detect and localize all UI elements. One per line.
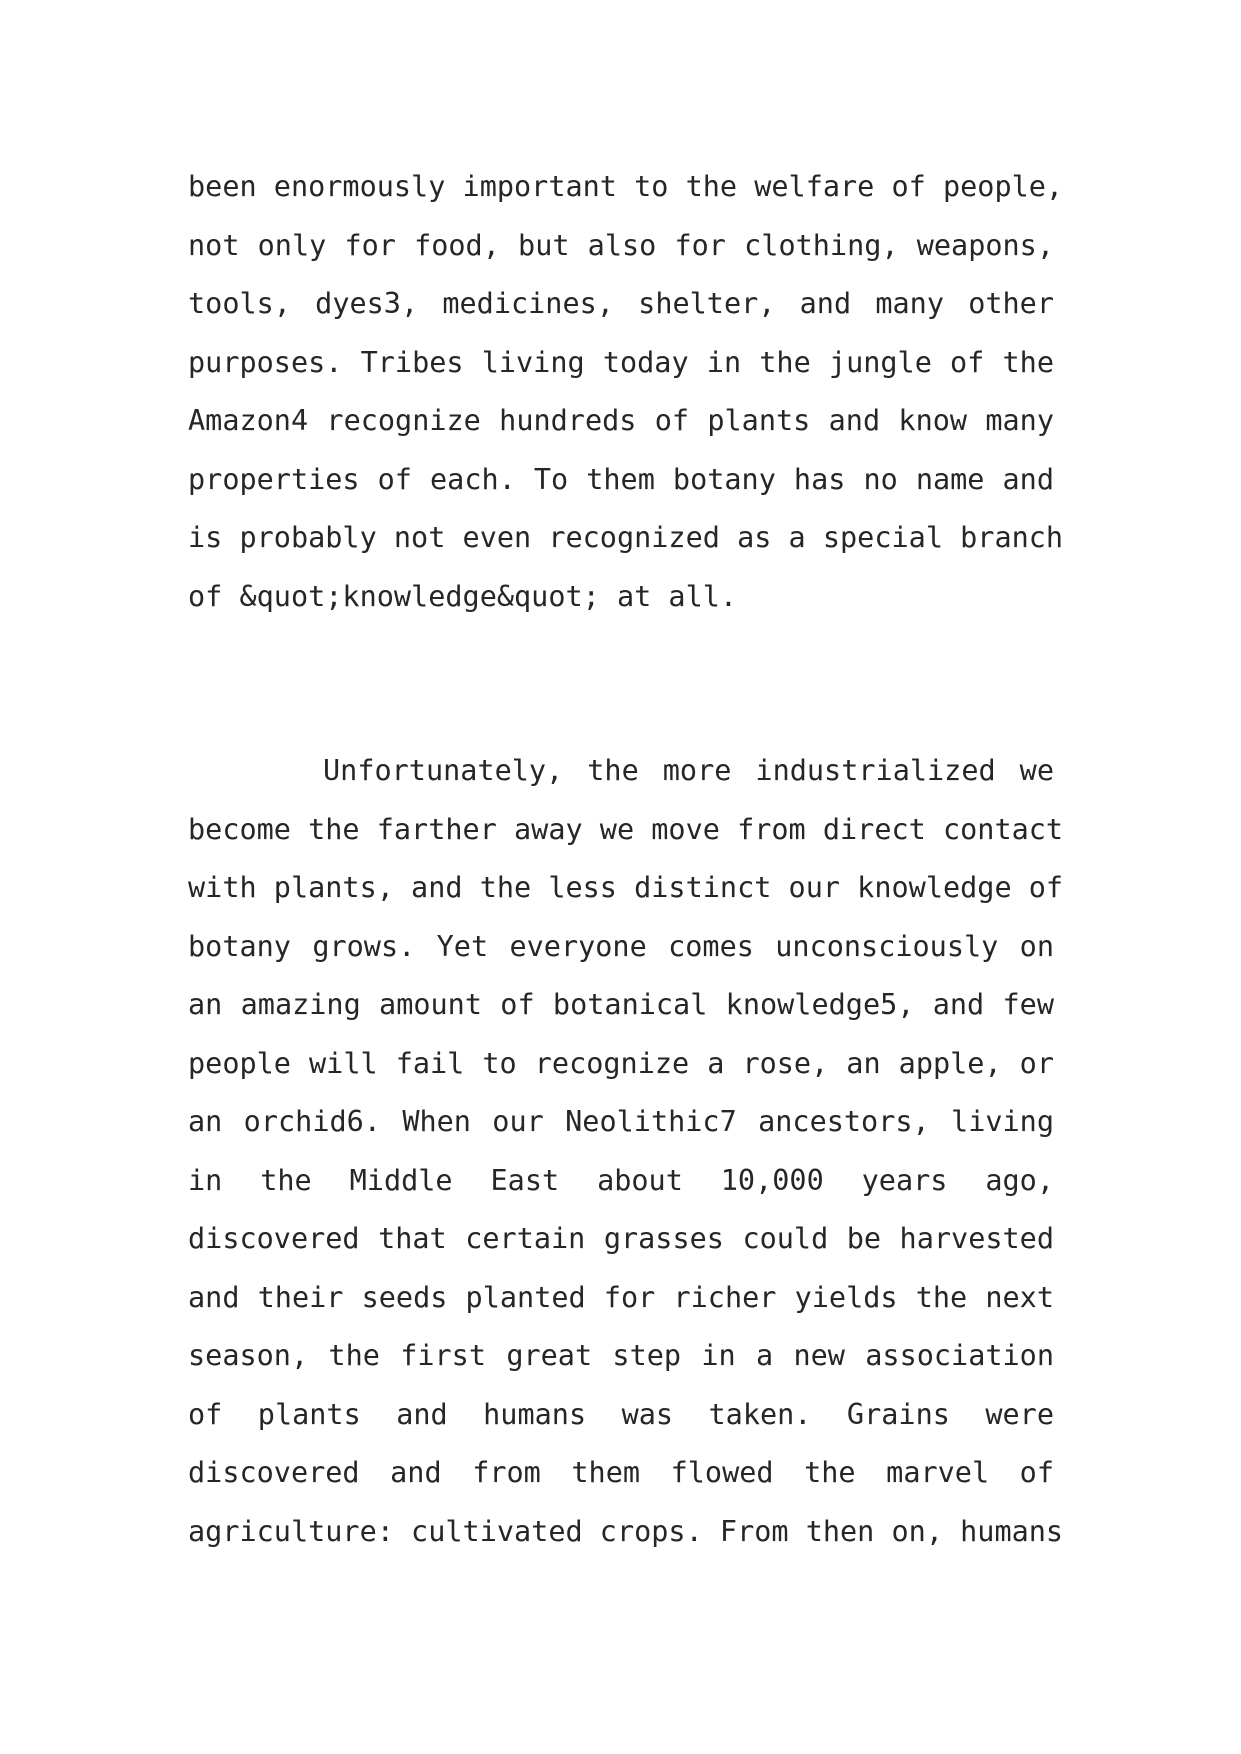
- text-line: purposes. Tribes living today in the jungle of the: [188, 345, 1054, 379]
- text-line: properties of each. To them botany has no name and: [188, 462, 1054, 496]
- text-line: of plants and humans was taken. Grains were: [188, 1397, 1054, 1431]
- text-line: in the Middle East about 10,000 years ago,: [188, 1163, 1054, 1197]
- text-line: botany grows. Yet everyone comes unconsciously on: [188, 929, 1054, 963]
- text-line: agriculture: cultivated crops. From then on, humans: [188, 1514, 1064, 1548]
- text-line: of &quot;knowledge&quot; at all.: [188, 579, 738, 613]
- text-line: discovered and from them flowed the marvel of: [188, 1456, 1054, 1489]
- paragraph-1: [188, 158, 1064, 626]
- text-line: an orchid6. When our Neolithic7 ancestors, living: [188, 1105, 1054, 1138]
- text-line: Unfortunately, the more industrialized we: [323, 754, 1054, 787]
- paragraph-2: [188, 742, 1064, 1561]
- text-line: season, the first great step in a new association: [188, 1339, 1054, 1372]
- text-line: is probably not even recognized as a special branch: [188, 521, 1064, 554]
- text-line: an amazing amount of botanical knowledge5, and few: [188, 988, 1054, 1021]
- text-line: Amazon4 recognize hundreds of plants and know many: [188, 404, 1054, 437]
- text-line: discovered that certain grasses could be harvested: [188, 1222, 1054, 1255]
- text-line: people will fail to recognize a rose, an apple, or: [188, 1046, 1054, 1080]
- text-line: tools, dyes3, medicines, shelter, and many other: [188, 287, 1054, 320]
- text-line: and their seeds planted for richer yields the next: [188, 1280, 1054, 1314]
- text-line: with plants, and the less distinct our knowledge of: [188, 871, 1064, 904]
- text-line: not only for food, but also for clothing, weapons,: [188, 228, 1054, 262]
- text-line: become the farther away we move from direct contact: [188, 812, 1064, 846]
- text-line: been enormously important to the welfare of people,: [188, 170, 1064, 203]
